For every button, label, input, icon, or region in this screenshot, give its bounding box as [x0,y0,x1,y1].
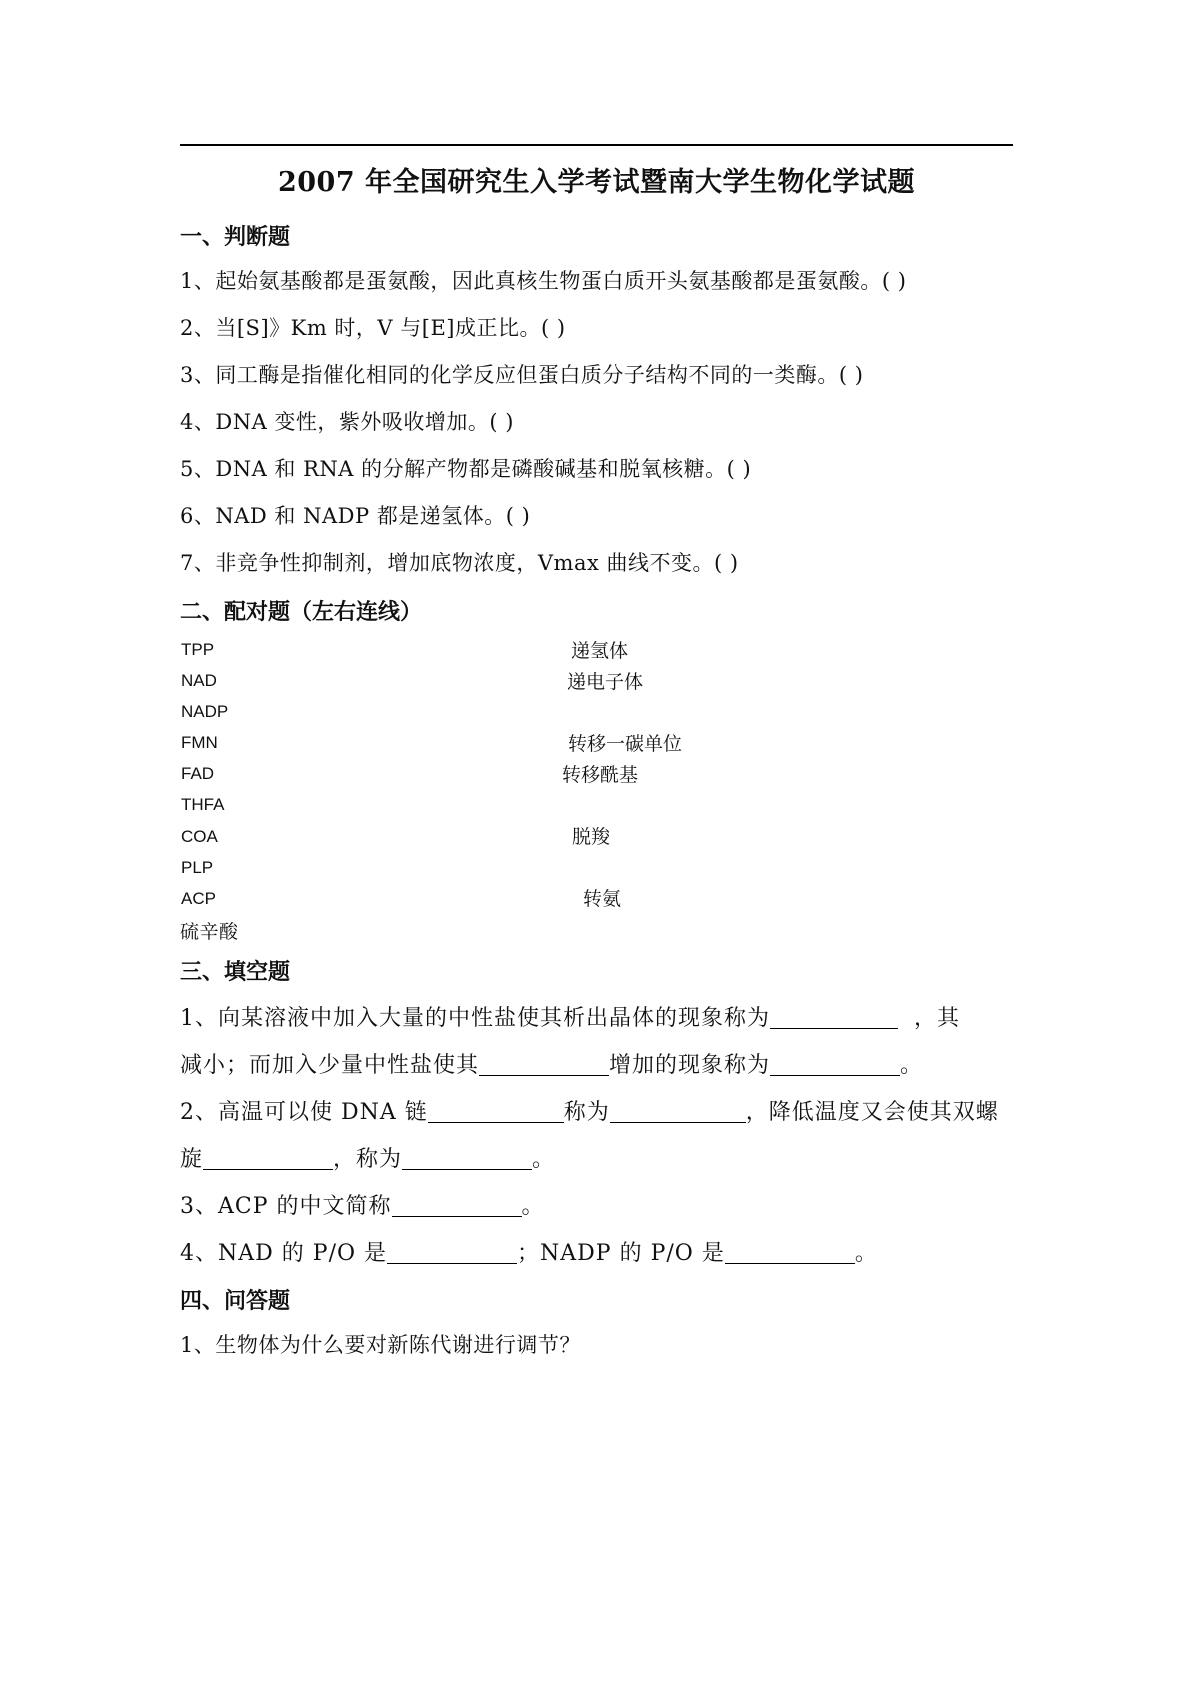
answer-blank[interactable] [725,1241,855,1264]
answer-blank[interactable] [428,1100,564,1123]
match-left-item: NADP [181,702,229,721]
section-heading-fill: 三、填空题 [180,960,291,985]
match-right-item: 递氢体 [571,640,629,662]
match-left-item: FAD [181,764,215,783]
page-title: 2007 年全国研究生入学考试暨南大学生物化学试题 [277,167,916,198]
fill-q2-line1: 2、高温可以使 DNA 链 称为 ，降低温度又会使其双螺 [180,1100,999,1125]
match-left-item: PLP [181,858,214,877]
answer-blank[interactable] [203,1147,333,1170]
fill-q1-line1: 1、向某溶液中加入大量的中性盐使其析出晶体的现象称为 ，其 [180,1006,961,1031]
match-left-item: COA [181,827,218,846]
match-right-item: 转移一碳单位 [568,733,683,755]
fill-q2-line2: 旋 ，称为 。 [180,1147,556,1172]
match-right-item: 脱羧 [572,826,611,848]
section-heading-judge: 一、判断题 [180,225,291,250]
answer-blank[interactable] [387,1241,517,1264]
match-right-item: 递电子体 [567,671,644,693]
match-right-item: 转氨 [583,888,622,910]
top-rule [180,144,1013,146]
fill-q3: 3、ACP 的中文简称 。 [180,1194,545,1219]
judge-item: 6、NAD 和 NADP 都是递氢体。( ) [180,504,531,528]
answer-blank[interactable] [402,1147,532,1170]
fill-q1-line2: 减小；而加入少量中性盐使其 增加的现象称为 。 [180,1053,924,1078]
match-left-item: ACP [181,889,216,908]
match-left-item: NAD [181,671,217,690]
answer-blank[interactable] [479,1053,609,1076]
answer-blank[interactable] [770,1006,898,1029]
answer-blank[interactable] [610,1100,746,1123]
match-right-item: 转移酰基 [562,764,639,786]
judge-item: 4、DNA 变性，紫外吸收增加。( ) [180,410,514,434]
match-left-item: TPP [181,640,215,659]
section-heading-match: 二、配对题（左右连线） [180,600,423,625]
answer-blank[interactable] [770,1053,900,1076]
essay-item: 1、生物体为什么要对新陈代谢进行调节？ [180,1333,581,1357]
fill-q4: 4、NAD 的 P/O 是 ；NADP 的 P/O 是 。 [180,1241,878,1266]
match-left-item: FMN [181,733,218,752]
judge-item: 5、DNA 和 RNA 的分解产物都是磷酸碱基和脱氧核糖。( ) [180,457,752,481]
section-heading-essay: 四、问答题 [180,1289,291,1314]
judge-item: 2、当[S]》Km 时，V 与[E]成正比。( ) [180,316,566,340]
match-left-item: 硫辛酸 [180,921,239,943]
answer-blank[interactable] [392,1194,522,1217]
match-left-item: THFA [181,795,225,814]
judge-item: 3、同工酶是指催化相同的化学反应但蛋白质分子结构不同的一类酶。( ) [180,363,864,387]
judge-item: 1、起始氨基酸都是蛋氨酸，因此真核生物蛋白质开头氨基酸都是蛋氨酸。( ) [180,269,907,293]
judge-item: 7、非竞争性抑制剂，增加底物浓度，Vmax 曲线不变。( ) [180,551,739,575]
